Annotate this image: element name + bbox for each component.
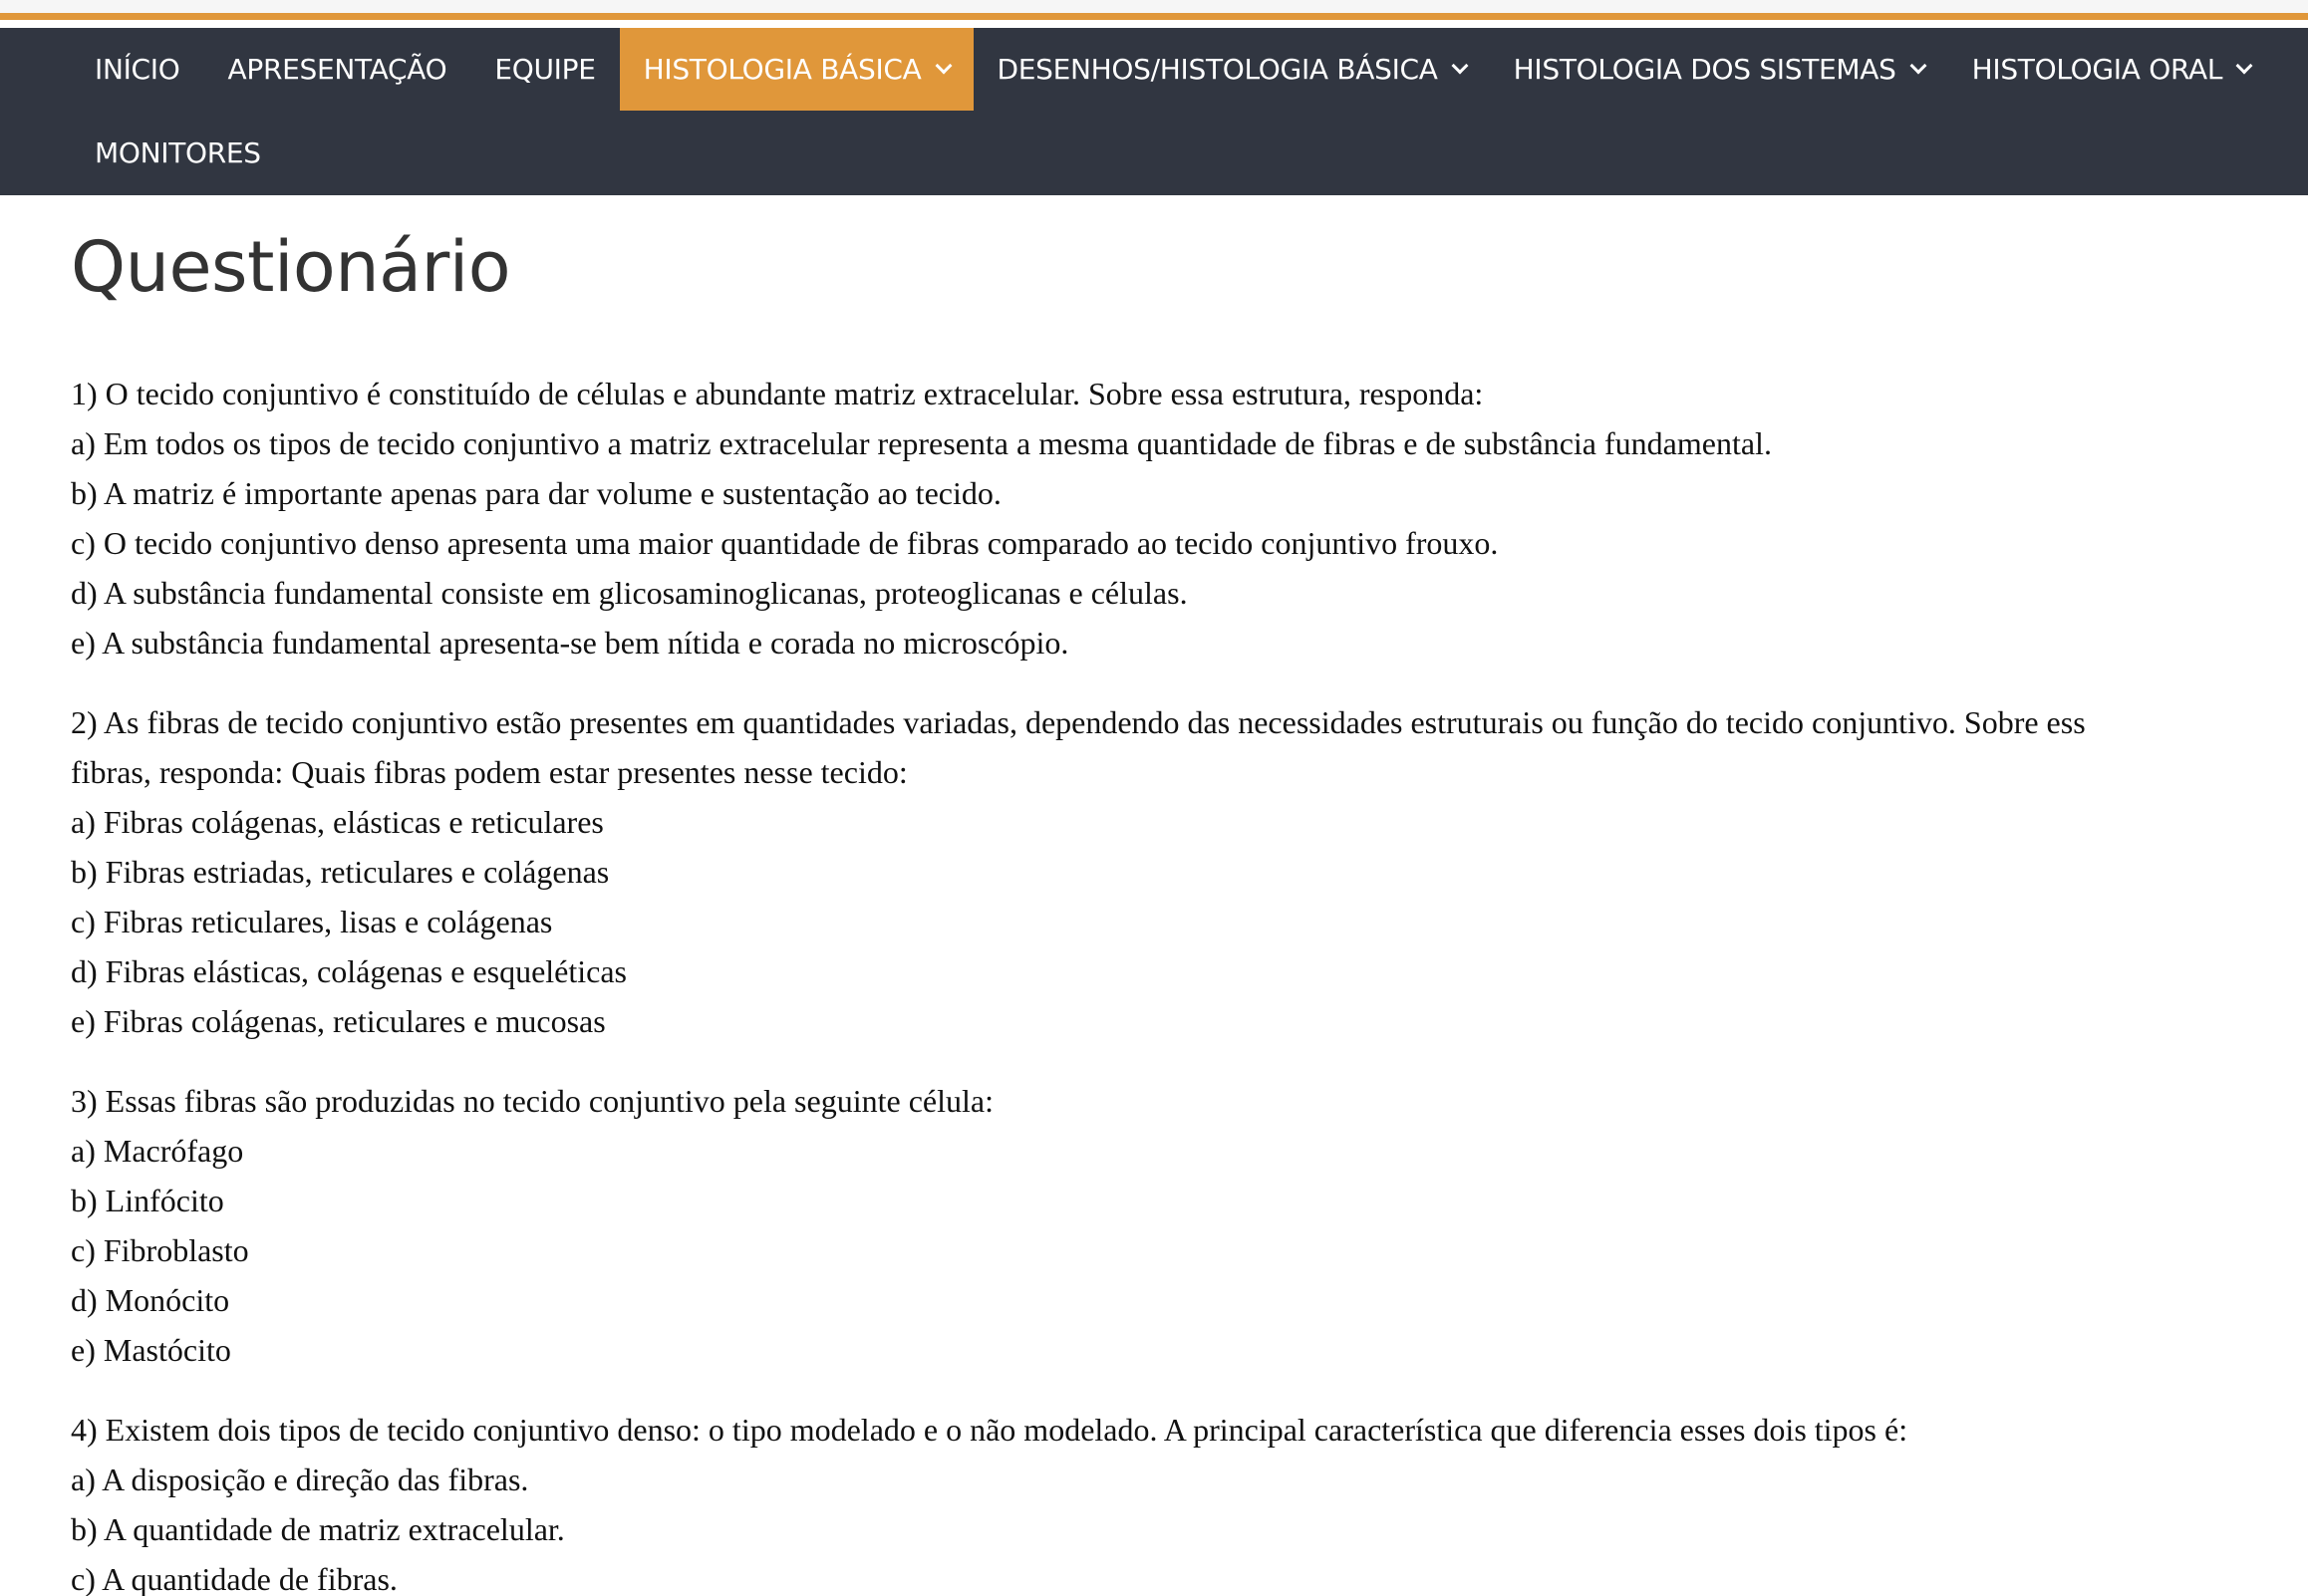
nav-item-label: APRESENTAÇÃO	[227, 53, 447, 86]
question-3	[71, 1076, 2308, 1375]
question-text-line-1: 2) As fibras de tecido conjuntivo estão presentes em quantidades variadas, dependendo das necessidades estruturais ou função do tecido conjuntivo. Sobre ess	[71, 704, 2086, 740]
question-text: 1) O tecido conjuntivo é constituído de células e abundante matriz extracelular. Sobre essa estrutura, responda:	[71, 376, 1484, 411]
nav-item-histologia-dos-sistemas[interactable]	[1490, 28, 1948, 111]
question-text-line-2: fibras, responda: Quais fibras podem estar presentes nesse tecido:	[71, 754, 908, 790]
answer-option: e) Fibras colágenas, reticulares e mucosas	[71, 1003, 606, 1039]
question-text: 3) Essas fibras são produzidas no tecido conjuntivo pela seguinte célula:	[71, 1083, 994, 1119]
answer-option: d) Fibras elásticas, colágenas e esqueléticas	[71, 953, 627, 989]
nav-item-label: HISTOLOGIA BÁSICA	[643, 53, 922, 86]
nav-item-histologia-oral[interactable]	[1948, 28, 2275, 111]
answer-option: c) Fibroblasto	[71, 1232, 249, 1268]
nav-item-label: INÍCIO	[95, 53, 180, 86]
nav-item-apresentacao[interactable]	[204, 28, 471, 111]
answer-option: e) A substância fundamental apresenta-se bem nítida e corada no microscópio.	[71, 625, 1069, 661]
answer-option: b) Linfócito	[71, 1183, 224, 1218]
nav-item-label: HISTOLOGIA ORAL	[1971, 53, 2223, 86]
main-navigation	[0, 28, 2308, 195]
nav-row-primary	[71, 28, 2274, 111]
answer-option: c) Fibras reticulares, lisas e colágenas	[71, 904, 553, 939]
answer-option: a) Macrófago	[71, 1133, 244, 1169]
nav-item-histologia-basica[interactable]	[620, 28, 974, 111]
answer-option: a) A disposição e direção das fibras.	[71, 1462, 529, 1497]
answer-option: b) Fibras estriadas, reticulares e colágenas	[71, 854, 610, 890]
nav-item-label: DESENHOS/HISTOLOGIA BÁSICA	[997, 53, 1438, 86]
answer-option: b) A quantidade de matriz extracelular.	[71, 1511, 565, 1547]
nav-item-label: EQUIPE	[494, 53, 596, 86]
chevron-down-icon	[935, 57, 952, 74]
nav-item-label: HISTOLOGIA DOS SISTEMAS	[1513, 53, 1896, 86]
nav-item-desenhos-histologia-basica[interactable]	[974, 28, 1490, 111]
answer-option: d) Monócito	[71, 1282, 230, 1318]
chevron-down-icon	[2236, 57, 2253, 74]
chevron-down-icon	[1909, 57, 1926, 74]
nav-item-label: MONITORES	[95, 136, 261, 169]
page-title: Questionário	[71, 226, 511, 308]
answer-option: e) Mastócito	[71, 1332, 231, 1368]
answer-option: c) A quantidade de fibras.	[71, 1561, 398, 1596]
nav-row-secondary	[71, 111, 285, 195]
question-2	[71, 697, 2308, 1046]
question-1	[71, 369, 2308, 667]
question-text: 4) Existem dois tipos de tecido conjuntivo denso: o tipo modelado e o não modelado. A principal característica que diferencia esses dois tipos é:	[71, 1412, 1908, 1448]
answer-option: c) O tecido conjuntivo denso apresenta uma maior quantidade de fibras comparado ao tecido conjuntivo frouxo.	[71, 525, 1499, 561]
nav-item-equipe[interactable]	[470, 28, 619, 111]
nav-item-inicio[interactable]	[71, 28, 204, 111]
answer-option: d) A substância fundamental consiste em glicosaminoglicanas, proteoglicanas e células.	[71, 575, 1188, 611]
answer-option: b) A matriz é importante apenas para dar volume e sustentação ao tecido.	[71, 475, 1002, 511]
question-4	[71, 1405, 2308, 1596]
chevron-down-icon	[1451, 57, 1468, 74]
questionnaire-content	[71, 369, 2308, 1596]
answer-option: a) Fibras colágenas, elásticas e reticulares	[71, 804, 604, 840]
top-accent-strip	[0, 0, 2308, 20]
answer-option: a) Em todos os tipos de tecido conjuntivo a matriz extracelular representa a mesma quantidade de fibras e de substância fundamental.	[71, 425, 1772, 461]
nav-item-monitores[interactable]	[71, 112, 285, 194]
